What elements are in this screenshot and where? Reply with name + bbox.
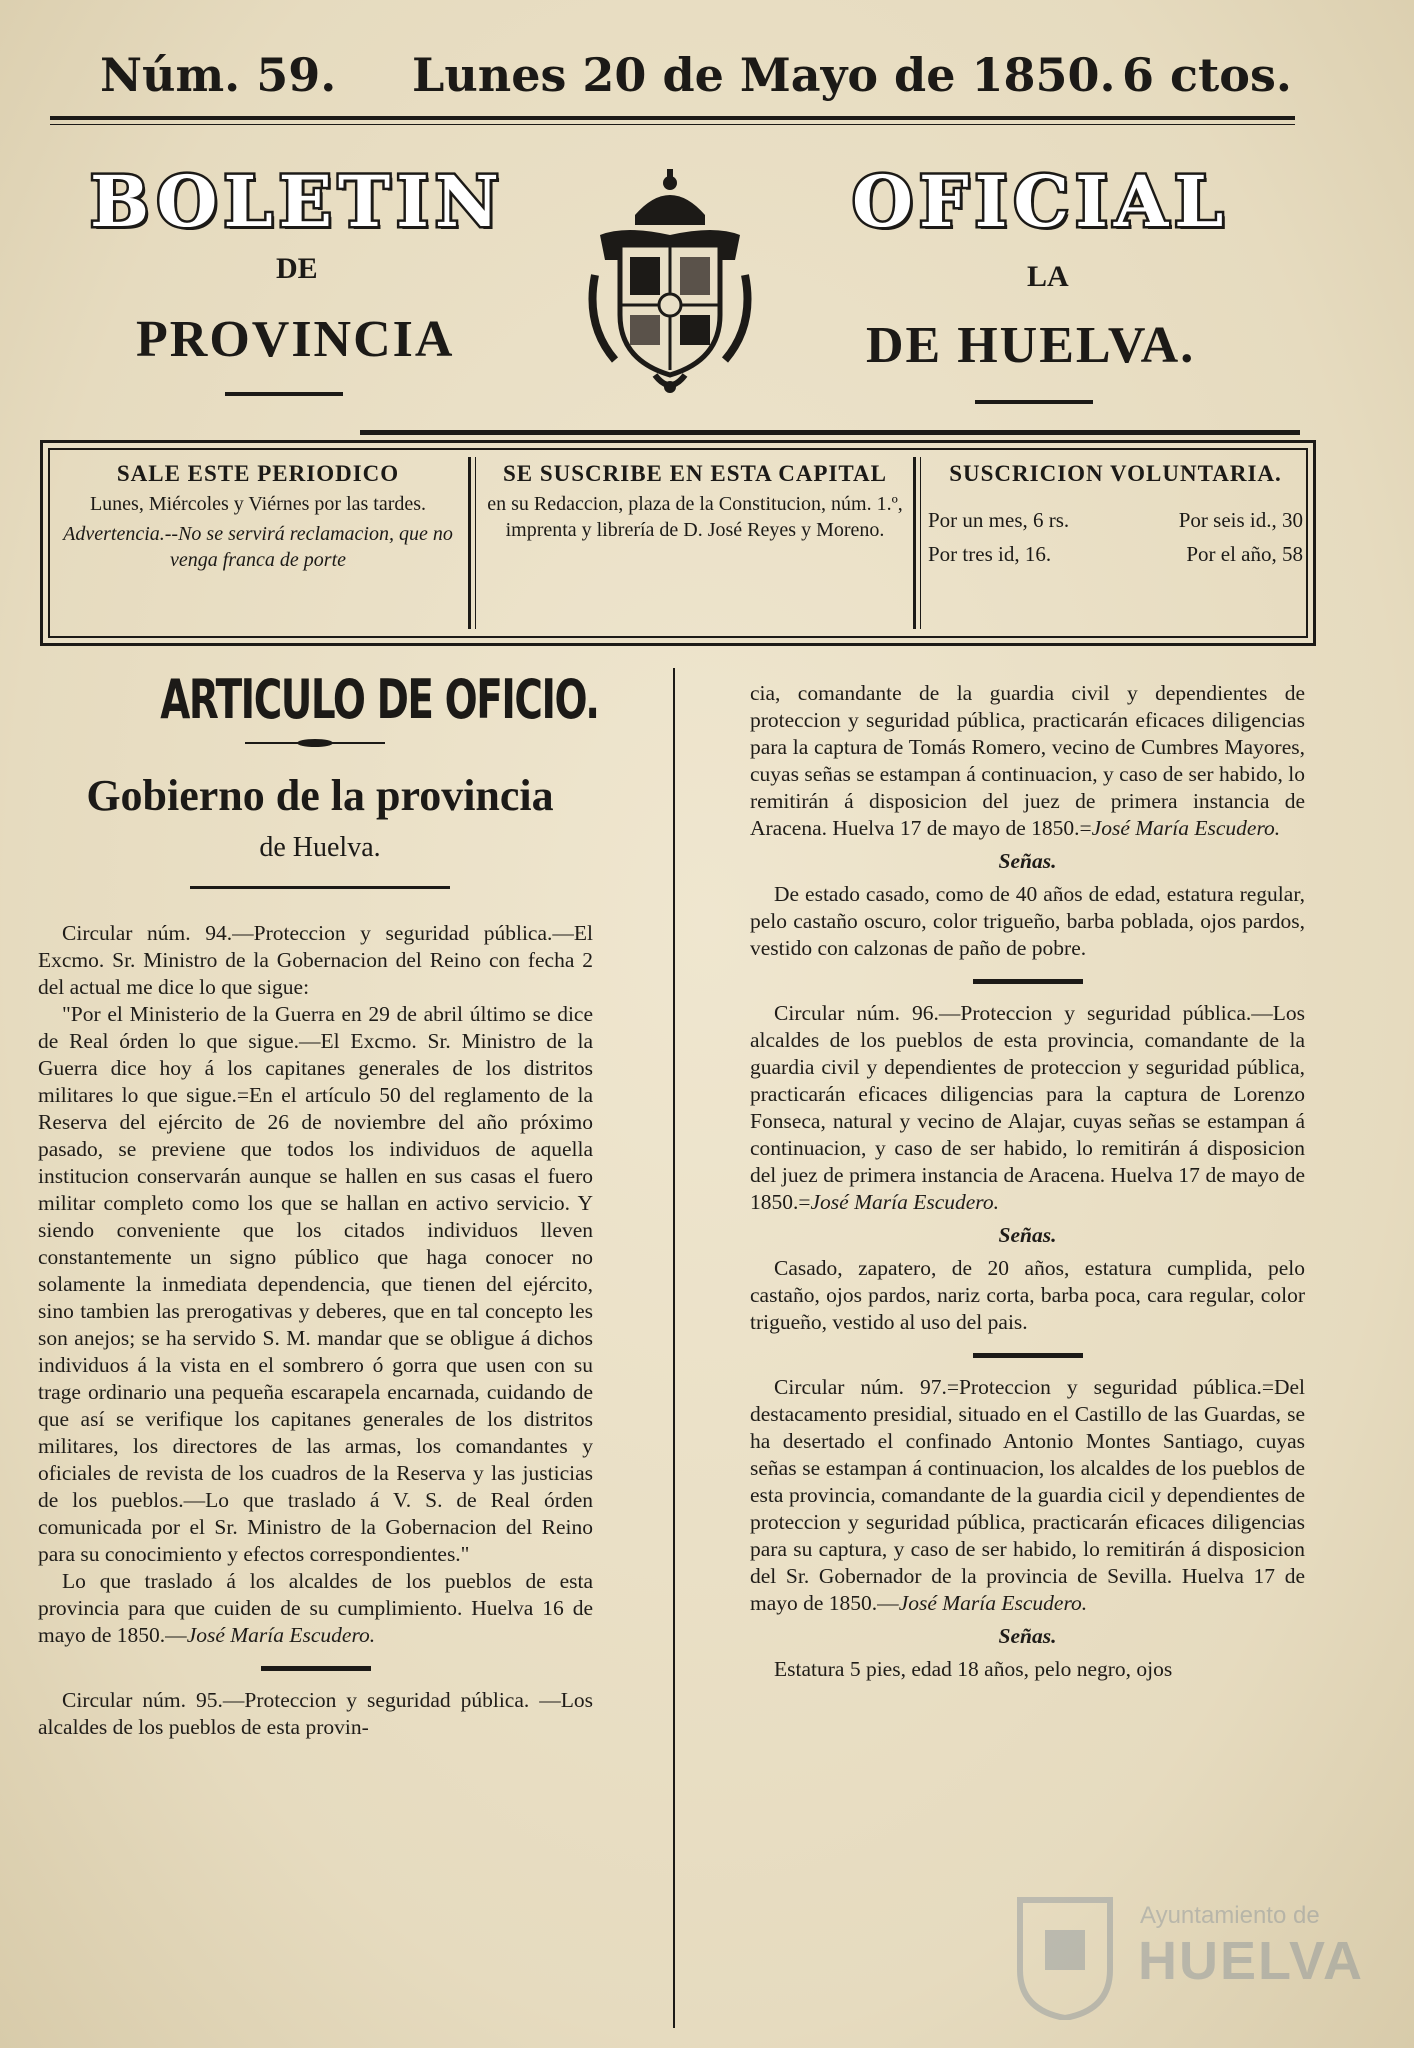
right-column-text	[750, 680, 1305, 1683]
signature: José María Escudero.	[810, 1190, 999, 1214]
info-prices-title: SUSCRICION VOLUNTARIA.	[949, 461, 1282, 486]
info-schedule-title: SALE ESTE PERIODICO	[116, 461, 400, 486]
subscription-info-box	[40, 440, 1316, 646]
senas-label: Señas.	[998, 1223, 1057, 1247]
circular-96-text: Circular núm. 96.—Proteccion y seguridad pública.—Los alcaldes de los pueblos de esta provincia, comandante de la guardia civil y dependientes de proteccion y seguridad pública, practicarán eficaces diligencias para la captura de Lorenzo Fonseca, natural y vecino de Alajar, cuyas señas se estampan á continuacion, y caso de ser habido, lo remitirán á disposicion del juez de primera instancia de Aracena. Huelva 17 de mayo de 1850.=	[750, 1001, 1305, 1214]
info-column-prices	[928, 461, 1303, 571]
price-three-months: Por tres id, 16.	[928, 542, 1052, 566]
info-divider	[468, 457, 471, 629]
circular-97-text: Circular núm. 97.=Proteccion y seguridad pública.=Del destacamento presidial, situado en el Castillo de las Guardas, se ha desertado el confinado Antonio Montes Santiago, cuyas señas se estampan á continuacion, los alcaldes de los pueblos de esta provincia, comandante de la guardia cicil y dependientes de proteccion y seguridad pública, practicarán eficaces diligencias para su captura, y caso de ser habido, lo remitirán á disposicion del Sr. Gobernador de la provincia de Sevilla. Huelva 17 de mayo de 1850.—	[750, 1375, 1305, 1615]
circular-95-text: cia, comandante de la guardia civil y dependientes de proteccion y seguridad pública, practicarán eficaces diligencias para la captura de Tomás Romero, vecino de Cumbres Mayores, cuyas señas se estampan á continuacion, y caso de ser habido, lo remitirán á disposicion del juez de primera instancia de Aracena. Huelva 17 de mayo de 1850.=	[750, 681, 1305, 840]
info-subscribe-text: en su Redaccion, plaza de la Constitucion, núm. 1.º, imprenta y librería de D. José Reyes y Moreno.	[487, 493, 903, 541]
city-shield-icon	[1010, 1890, 1120, 2020]
section-title: ARTICULO DE OFICIO.	[160, 668, 599, 731]
circular-95-start: Circular núm. 95.—Proteccion y seguridad pública. —Los alcaldes de los pueblos de esta provin-	[38, 1688, 593, 1739]
info-subscribe-title: SE SUSCRIBE EN ESTA CAPITAL	[502, 461, 888, 486]
signature: José María Escudero.	[186, 1623, 376, 1647]
circular-94-intro: Circular núm. 94.—Proteccion y seguridad pública.—El Excmo. Sr. Ministro de la Gobernacion del Reino con fecha 2 del actual me dice lo que sigue:	[38, 921, 593, 999]
price-six-months: Por seis id., 30	[1178, 508, 1303, 532]
senas-label: Señas.	[998, 849, 1057, 873]
info-divider-thin	[475, 457, 476, 629]
title-la: LA	[1027, 260, 1069, 293]
info-divider	[913, 457, 916, 629]
coat-of-arms-emblem	[585, 165, 755, 395]
title-boletin: BOLETIN	[90, 160, 505, 243]
description-montes: Estatura 5 pies, edad 18 años, pelo negro, ojos	[774, 1657, 1173, 1681]
watermark-line1: Ayuntamiento de	[1140, 1902, 1320, 1929]
info-column-schedule	[53, 461, 463, 573]
title-provincia: PROVINCIA	[136, 311, 455, 368]
info-schedule-text: Lunes, Miércoles y Viérnes por las tardes.	[89, 493, 427, 515]
ornament-divider	[973, 1350, 1083, 1360]
title-underline-left	[225, 392, 343, 396]
ornament-divider	[245, 736, 385, 750]
title-underline-right	[975, 400, 1093, 404]
header-rule-thin	[50, 124, 1295, 125]
archive-watermark	[1010, 1880, 1364, 2030]
price-one-month: Por un mes, 6 rs.	[928, 508, 1070, 532]
title-de: DE	[276, 252, 318, 285]
circular-94-body: "Por el Ministerio de la Guerra en 29 de abril último se dice de Real órden lo que sigue.—El Excmo. Sr. Ministro de la Guerra dice hoy á los capitanes generales de los distritos militares lo que sigue.=En el artículo 50 del reglamento de la Reserva del ejército de 26 de noviembre del año próximo pasado, se previene que todos los individuos de aquella institucion conservarán aunque se hallen en sus casas el fuero militar completo como los que se hallan en activo servicio. Y siendo conveniente que los citados individuos lleven constantemente un signo público que haga conocer no solamente la inmediata dependencia, que tienen del ejército, sino tambien las prerogativas y deberes, que en tal concepto les son anejos; se ha servido S. M. mandar que se obligue á dichos individuos á la vista en el sombrero ó gorra que usen con su trage ordinario una pequeña escarapela encarnada, cuidando de que así se verifique los capitanes generales de los distritos militares, los directores de las armas, los comandantes y oficiales de revista de los cuadros de la Reserva y las justicias de los pueblos.—Lo que traslado á V. S. de Real órden comunicada por el Sr. Ministro de la Gobernacion del Reino para su conocimiento y efectos correspondientes."	[38, 1002, 593, 1566]
senas-label: Señas.	[998, 1624, 1057, 1648]
header-line	[52, 48, 1292, 110]
watermark-line2: HUELVA	[1138, 1931, 1364, 1991]
description-fonseca: Casado, zapatero, de 20 años, estatura cumplida, pelo castaño, ojos pardos, nariz corta, barba poca, cara regular, color trigueño, vestido al uso del pais.	[750, 1256, 1305, 1334]
circular-95-body	[750, 680, 1305, 842]
left-column-text	[38, 920, 593, 1741]
signature: José María Escudero.	[1091, 816, 1281, 840]
circular-94-closing	[38, 1568, 593, 1649]
price-one-year: Por el año, 58	[1186, 542, 1303, 566]
circular-97-body	[750, 1374, 1305, 1617]
title-oficial: OFICIAL	[852, 160, 1230, 243]
ornament-divider	[261, 1663, 371, 1673]
masthead-rule	[360, 430, 1300, 435]
section-subheading: de Huelva.	[259, 832, 381, 863]
column-separator	[673, 668, 675, 2028]
section-heading: Gobierno de la provincia	[86, 771, 554, 820]
circular-96-body	[750, 1000, 1305, 1216]
title-de-huelva: DE HUELVA.	[866, 317, 1196, 374]
circular-94-closing-text: Lo que traslado á los alcaldes de los pueblos de esta provincia para que cuiden de su cumplimiento. Huelva 16 de mayo de 1850.—	[38, 1569, 593, 1647]
ornament-divider	[973, 976, 1083, 986]
heading-rule	[190, 886, 450, 889]
issue-date: Lunes 20 de Mayo de 1850.	[412, 48, 1116, 102]
header-rule	[50, 116, 1295, 120]
issue-price: 6 ctos.	[1122, 48, 1292, 102]
info-divider-thin	[920, 457, 921, 629]
signature: José María Escudero.	[898, 1591, 1088, 1615]
description-romero: De estado casado, como de 40 años de edad, estatura regular, pelo castaño oscuro, color trigueño, barba poblada, ojos pardos, vestido con calzonas de paño de pobre.	[750, 882, 1305, 960]
info-column-subscribe	[485, 461, 905, 543]
issue-number: Núm. 59.	[100, 48, 337, 102]
info-schedule-note: Advertencia.--No se servirá reclamacion, que no venga franca de porte	[63, 523, 453, 571]
